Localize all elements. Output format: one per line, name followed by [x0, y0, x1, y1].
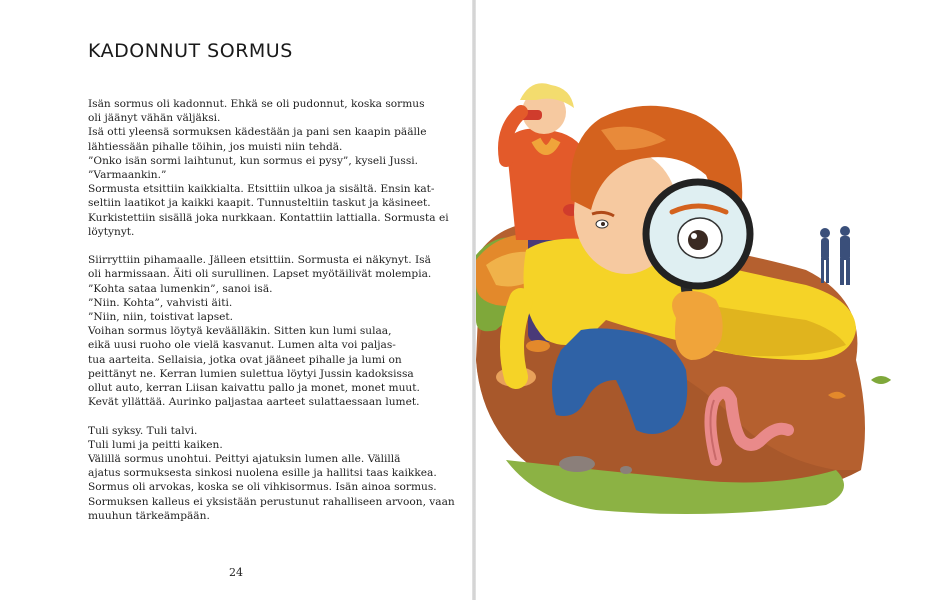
text-line: Sormusta etsittiin kaikkialta. Etsittiin ulkoa ja sisältä. Ensin kat-: [88, 183, 435, 196]
text-line: Tuli syksy. Tuli talvi.: [88, 424, 198, 437]
text-line: ollut auto, kerran Liisan kaivattu pallo ja monet, monet muut.: [88, 382, 420, 395]
text-line: oli harmissaan. Äiti oli surullinen. Lapset myötäilivät molempia.: [88, 268, 432, 281]
paragraph-gap: [88, 239, 408, 253]
silhouettes: [820, 226, 850, 285]
illustration-boy-with-magnifier: [476, 0, 950, 600]
text-line: Isän sormus oli kadonnut. Ehkä se oli pudonnut, koska sormus: [88, 98, 425, 110]
text-line: seltiin laatikot ja kaikki kaapit. Tunnusteltiin taskut ja käsineet.: [88, 197, 431, 210]
text-line: lähtiessään pihalle töihin, jos muisti niin tehdä.: [88, 140, 343, 153]
text-line: Isä otti yleensä sormuksen kädestään ja pani sen kaapin päälle: [88, 126, 427, 139]
left-page: [0, 0, 474, 600]
paragraph-gap: [88, 409, 408, 423]
leaf: [871, 376, 891, 384]
text-line: oli jäänyt vähän väljäksi.: [88, 112, 221, 125]
text-line: ajatus sormuksesta sinkosi nuolena esille ja hallitsi taas kaikkea.: [88, 467, 437, 480]
text-line: muuhun tärkeämpään.: [88, 509, 210, 522]
stone: [559, 456, 595, 472]
text-line: ”Varmaankin.”: [88, 169, 167, 182]
text-line: löytynyt.: [88, 225, 135, 238]
text-line: Kurkistettiin sisällä joka nurkkaan. Kontattiin lattialla. Sormusta ei: [88, 211, 449, 224]
text-line: ”Niin. Kohta”, vahvisti äiti.: [88, 296, 233, 309]
page-number: 24: [229, 566, 243, 579]
text-line: Kevät yllättää. Aurinko paljastaa aarteet sulattaessaan lumet.: [88, 396, 420, 409]
text-line: peittänyt ne. Kerran lumien sulettua löytyi Jussin kadoksissa: [88, 367, 414, 380]
text-line: Välillä sormus unohtui. Peittyi ajatuksin lumen alle. Välillä: [88, 453, 401, 466]
text-line: Sormuksen kalleus ei yksistään perustunut rahalliseen arvoon, vaan: [88, 495, 455, 508]
text-line: Voihan sormus löytyä keväälläkin. Sitten kun lumi sulaa,: [88, 325, 392, 338]
stone-small: [620, 466, 632, 474]
text-line: Siirryttiin pihamaalle. Jälleen etsittiin. Sormusta ei näkynyt. Isä: [88, 254, 431, 267]
text-line: tua aarteita. Sellaisia, jotka ovat jääneet pihalle ja lumi on: [88, 353, 402, 366]
text-line: Sormus oli arvokas, koska se oli vihkisormus. Isän ainoa sormus.: [88, 481, 437, 494]
right-page: [476, 0, 950, 600]
text-line: eikä uusi ruoho ole vielä kasvanut. Lumen alta voi paljas-: [88, 339, 396, 352]
text-line: ”Niin, niin, toistivat lapset.: [88, 311, 234, 324]
chapter-title: KADONNUT SORMUS: [88, 40, 293, 62]
text-line: ”Kohta sataa lumenkin”, sanoi isä.: [88, 282, 273, 295]
text-line: Tuli lumi ja peitti kaiken.: [88, 438, 223, 451]
body-text: [88, 97, 455, 523]
text-line: ”Onko isän sormi laihtunut, kun sormus ei pysy”, kyseli Jussi.: [88, 154, 419, 167]
